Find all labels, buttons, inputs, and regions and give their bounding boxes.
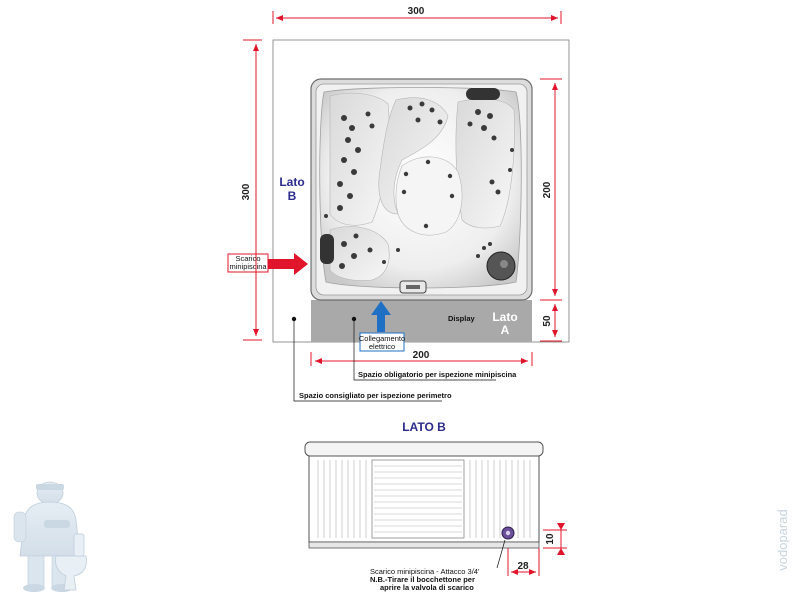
side-note-line3: aprire la valvola di scarico <box>380 583 474 592</box>
display-label: Display <box>448 314 475 323</box>
dim-side-offset: 28 <box>517 561 529 572</box>
lato-b-label: Lato <box>279 175 305 189</box>
svg-text:minipiscina: minipiscina <box>229 262 267 271</box>
plumber-mascot-icon <box>14 482 87 592</box>
dim-right-tub-height: 200 <box>542 181 553 199</box>
dim-bottom-tub-width: 200 <box>412 350 430 361</box>
dim-right-apron-height: 50 <box>542 315 553 327</box>
top-view <box>228 6 569 401</box>
spa-lid <box>305 442 543 456</box>
side-view <box>305 420 567 592</box>
drain-arrow <box>228 253 308 275</box>
lato-a-letter: A <box>500 323 510 337</box>
spazio-obbligatorio-label: Spazio obligatorio per ispezione minipiscina <box>358 370 517 379</box>
dim-left-height: 300 <box>241 183 252 201</box>
side-note-line1: Scarico minipiscina - Attacco 3/4' <box>370 567 480 576</box>
right-seat <box>456 99 515 228</box>
inspection-point-icon <box>292 317 296 321</box>
dim-top-width: 300 <box>407 6 425 17</box>
lato-a-label: Lato <box>492 310 518 324</box>
side-view-title: LATO B <box>402 420 446 434</box>
svg-text:Scarico: Scarico <box>235 254 261 263</box>
side-note-line2: N.B.-Tirare il bocchettone per <box>370 575 475 584</box>
spazio-consigliato-label: Spazio consigliato per ispezione perimetro <box>299 391 452 400</box>
inspection-point-icon <box>352 317 356 321</box>
svg-text:elettrico: elettrico <box>368 342 396 351</box>
headrest-icon <box>320 234 334 264</box>
lato-b-letter: B <box>287 189 297 203</box>
svg-text:Collegamento: Collegamento <box>358 334 406 343</box>
headrest-icon <box>466 88 500 100</box>
watermark-text: vodoparad <box>775 509 790 571</box>
dim-side-height: 10 <box>545 533 556 545</box>
